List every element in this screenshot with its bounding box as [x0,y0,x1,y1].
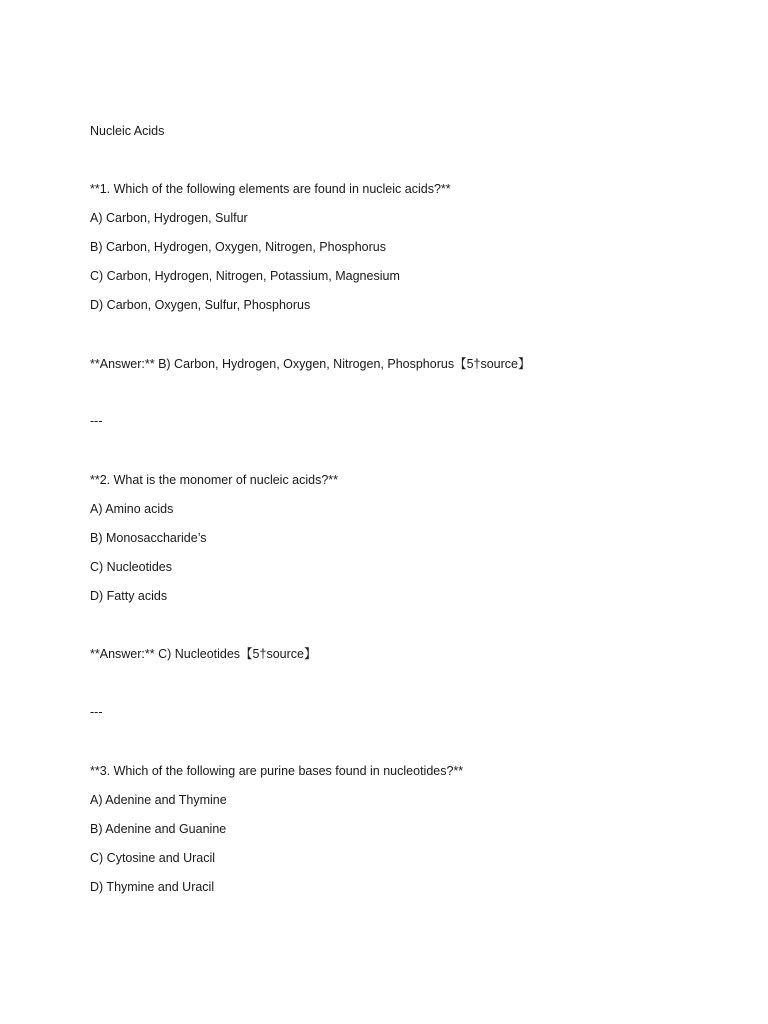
question-3: **3. Which of the following are purine bases found in nucleotides?** [90,764,464,778]
document-title: Nucleic Acids [90,124,165,138]
separator: --- [90,414,103,428]
q3-option-c: C) Cytosine and Uracil [90,851,216,865]
q1-option-b: B) Carbon, Hydrogen, Oxygen, Nitrogen, Phosphorus [90,240,386,254]
question-2: **2. What is the monomer of nucleic acids?** [90,473,339,487]
q3-option-d: D) Thymine and Uracil [90,880,215,894]
q3-option-b: B) Adenine and Guanine [90,822,227,836]
q1-option-a: A) Carbon, Hydrogen, Sulfur [90,211,248,225]
q2-option-b: B) Monosaccharide’s [90,531,207,545]
q1-option-d: D) Carbon, Oxygen, Sulfur, Phosphorus [90,298,311,312]
separator: --- [90,705,103,719]
q2-answer: **Answer:** C) Nucleotides【5†source】 [90,647,317,661]
q1-answer: **Answer:** B) Carbon, Hydrogen, Oxygen, Nitrogen, Phosphorus【5†source】 [90,357,531,371]
question-1: **1. Which of the following elements are found in nucleic acids?** [90,182,451,196]
q2-option-d: D) Fatty acids [90,589,168,603]
q2-option-a: A) Amino acids [90,502,174,516]
q1-option-c: C) Carbon, Hydrogen, Nitrogen, Potassium, Magnesium [90,269,400,283]
q2-option-c: C) Nucleotides [90,560,172,574]
q3-option-a: A) Adenine and Thymine [90,793,227,807]
